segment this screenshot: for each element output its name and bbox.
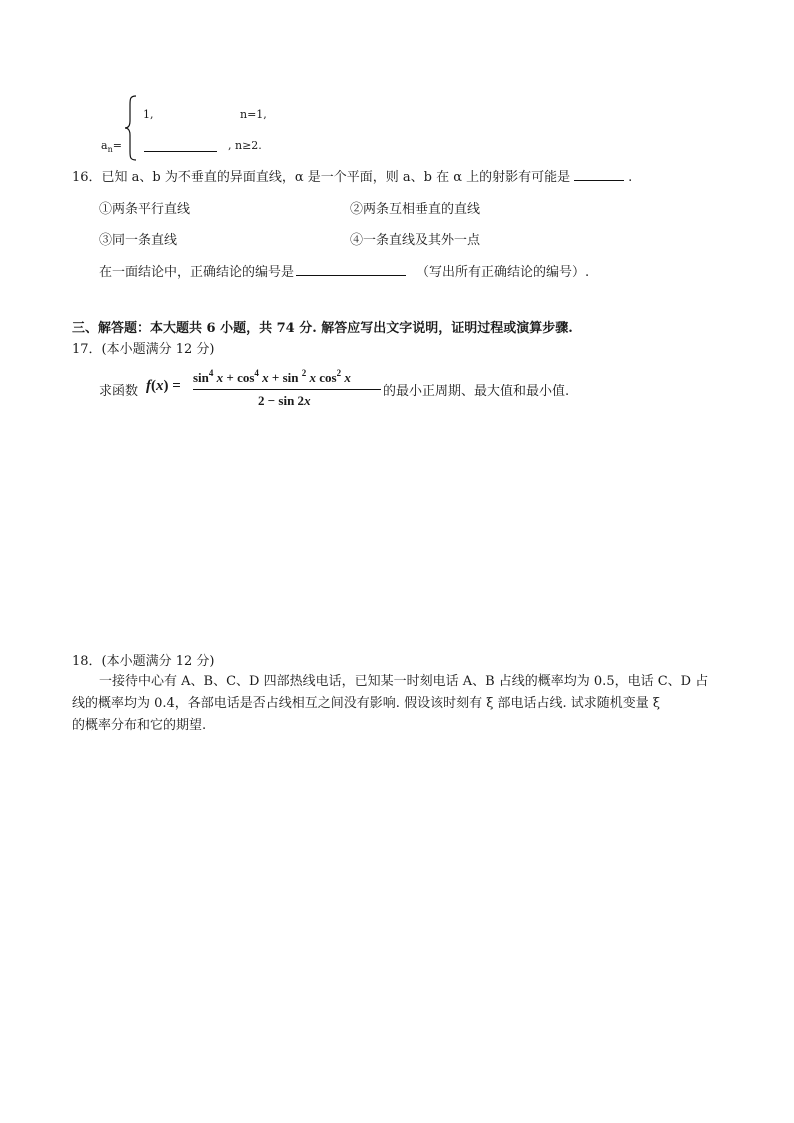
q18-line-1: 一接待中心有 A、B、C、D 四部热线电话，已知某一时刻电话 A、B 占线的概率均为 0.5，电话 C、D 占	[99, 674, 709, 689]
case1-value: 1,	[143, 108, 154, 121]
q17-fraction-bar	[193, 389, 381, 390]
q16-option-3: ③同一条直线	[99, 233, 178, 248]
q17-suffix: 的最小正周期、最大值和最小值.	[383, 384, 570, 399]
q17-denominator: 2 − sin 2x	[258, 393, 311, 408]
q17-header: 17．(本小题满分 12 分)	[72, 342, 215, 357]
q16-option-4: ④一条直线及其外一点	[350, 233, 481, 248]
sequence-term: $a_n=$	[101, 139, 122, 155]
left-brace-icon	[124, 95, 138, 161]
q16-conclusion: 在一面结论中，正确结论的编号是 （写出所有正确结论的编号）.	[99, 265, 590, 280]
q16-conclusion-blank[interactable]	[296, 263, 406, 276]
case2-blank[interactable]	[144, 137, 217, 152]
q18-header: 18．(本小题满分 12 分)	[72, 654, 215, 669]
q17-function-name: f(x) =	[146, 378, 181, 394]
q17-numerator: $\sin^4 x + \cos^4 x + \sin ^2$ x $\cos^2 x$	[193, 368, 351, 385]
case2-condition: , n≥2.	[228, 139, 262, 152]
q16-option-2: ②两条互相垂直的直线	[350, 202, 481, 217]
q18-line-3: 的概率分布和它的期望.	[72, 718, 207, 733]
q16-answer-blank[interactable]	[574, 168, 624, 181]
q16-stem: 16．已知 a、b 为不垂直的异面直线，α 是一个平面，则 a、b 在 α 上的射影有可能是 .	[72, 170, 633, 185]
q16-option-1: ①两条平行直线	[99, 202, 191, 217]
q18-line-2: 线的概率均为 0.4，各部电话是否占线相互之间没有影响. 假设该时刻有 ξ 部电话占线. 试求随机变量 ξ	[72, 696, 661, 711]
case1-condition: n=1,	[240, 108, 267, 121]
section-3-title: 三、解答题：本大题共 6 小题，共 74 分. 解答应写出文字说明，证明过程或演算步骤.	[72, 321, 573, 336]
q17-prefix: 求函数	[99, 384, 139, 399]
